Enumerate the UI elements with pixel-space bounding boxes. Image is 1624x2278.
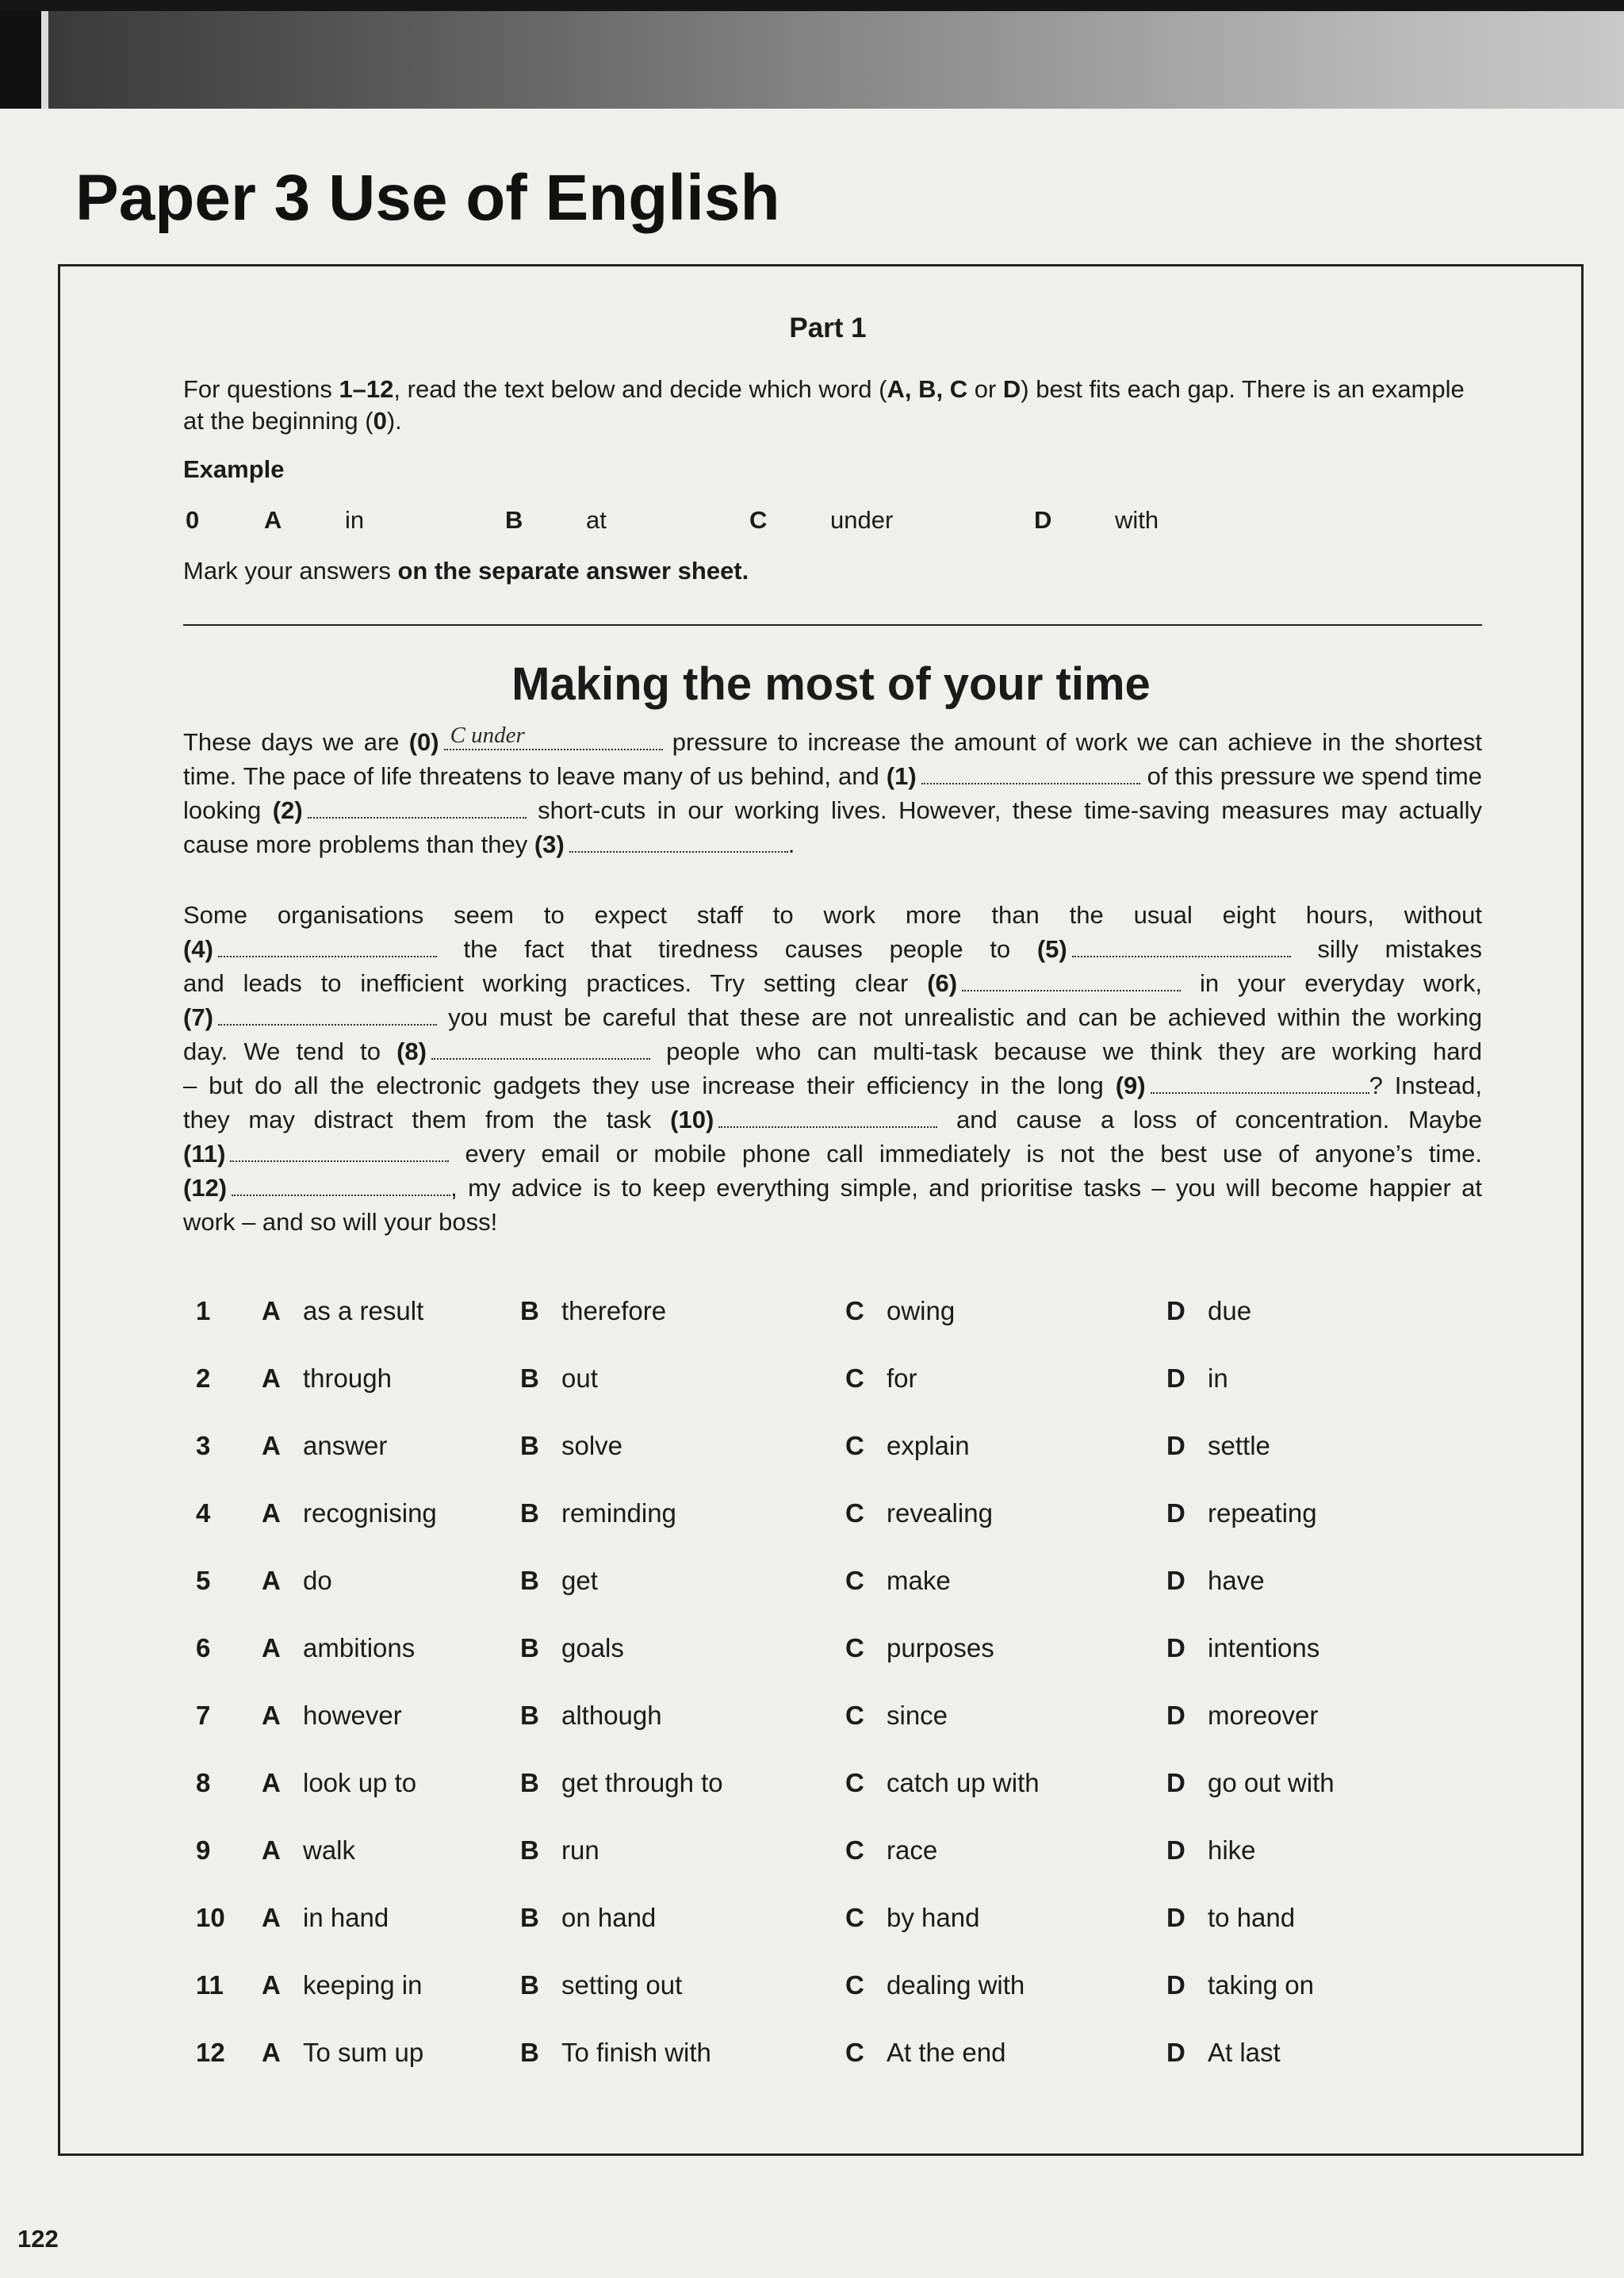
option-letter: D <box>1166 1970 1185 2000</box>
header-band-edge <box>0 0 1624 11</box>
passage-line <box>183 932 1482 966</box>
option-text: at <box>586 506 607 534</box>
gap-number: (11) <box>183 1140 226 1168</box>
answer-option <box>520 1547 598 1614</box>
option-letter: D <box>1034 506 1052 534</box>
gap-number: (0) <box>408 728 439 756</box>
passage-text: short-cuts in our working lives. However, these time-saving measures may actually <box>526 796 1482 824</box>
gap-blank <box>962 969 1181 991</box>
question-number: 12 <box>196 2038 225 2067</box>
option-letter: D <box>1166 1498 1185 1528</box>
example-row <box>60 504 1567 536</box>
answer-gap <box>408 723 663 756</box>
passage-title: Making the most of your time <box>511 658 1151 710</box>
question-number: 2 <box>196 1363 211 1393</box>
answer-sheet-note <box>183 555 749 587</box>
option-text: in <box>1208 1363 1228 1393</box>
answer-option <box>262 1547 332 1614</box>
option-text: goals <box>561 1633 624 1662</box>
answer-option <box>262 1749 416 1816</box>
gap-blank <box>431 1037 650 1060</box>
gap-blank <box>232 1174 450 1196</box>
part-title: Part 1 <box>789 313 867 343</box>
answer-option <box>1166 1682 1318 1749</box>
option-text: walk <box>303 1835 356 1865</box>
option-text: ambitions <box>303 1633 416 1662</box>
option-letter: B <box>520 1633 539 1662</box>
question-row <box>60 1412 1567 1479</box>
option-text: catch up with <box>887 1768 1040 1797</box>
option-letter: B <box>520 1835 539 1865</box>
passage-text: of this pressure we spend time <box>1139 762 1482 790</box>
option-letter: D <box>1166 1768 1185 1797</box>
option-text: recognising <box>303 1498 437 1528</box>
option-letter: A <box>262 1970 281 2000</box>
passage-line <box>183 1137 1482 1171</box>
example-option-c <box>749 504 893 536</box>
option-letter: B <box>520 1701 539 1730</box>
option-text: taking on <box>1208 1970 1314 2000</box>
question-number: 11 <box>196 1970 224 2000</box>
answer-gap <box>1116 1072 1369 1099</box>
option-text: repeating <box>1208 1498 1317 1528</box>
passage-line <box>183 1034 1482 1068</box>
gap-blank <box>569 830 788 853</box>
gap-number: (3) <box>534 830 565 858</box>
question-row <box>60 1884 1567 1951</box>
option-letters: A, B, C <box>887 375 968 403</box>
option-text: although <box>561 1701 662 1730</box>
passage-text: and cause a loss of concentration. Maybe <box>937 1106 1482 1133</box>
question-row <box>60 1547 1567 1614</box>
option-text: due <box>1208 1296 1252 1325</box>
option-text: setting out <box>561 1970 683 2000</box>
passage-text: pressure to increase the amount of work we can achieve in the shortest <box>662 728 1482 756</box>
example-option-b <box>505 504 607 536</box>
option-text: To sum up <box>303 2038 424 2067</box>
answer-option <box>262 2019 423 2086</box>
option-text: moreover <box>1208 1701 1319 1730</box>
passage-text: day. We tend to <box>183 1037 397 1065</box>
option-text: with <box>1115 506 1159 534</box>
option-letter: B <box>520 1566 539 1595</box>
question-number: 10 <box>196 1903 225 1932</box>
passage-text: looking <box>183 796 273 824</box>
passage-text: in your everyday work, <box>1181 969 1482 997</box>
header-band-block <box>0 11 41 109</box>
option-letter: D <box>1166 1363 1185 1393</box>
answer-option <box>520 1749 723 1816</box>
answer-gap <box>183 1174 450 1202</box>
gap-blank <box>1072 935 1291 957</box>
option-text: At last <box>1208 2038 1281 2067</box>
answer-option <box>520 1614 624 1682</box>
question-row <box>60 1816 1567 1884</box>
passage-line <box>183 725 1482 759</box>
question-row <box>60 1479 1567 1547</box>
instructions-text: ) best fits each gap. There is an example at the beginning ( <box>183 375 1465 435</box>
passage-line <box>183 1000 1482 1034</box>
option-text: have <box>1208 1566 1265 1595</box>
answer-option <box>262 1412 387 1479</box>
gap-number: (12) <box>183 1174 228 1202</box>
note-emphasis: on the separate answer sheet. <box>397 557 749 585</box>
answer-option <box>520 1277 666 1344</box>
passage-text: . <box>787 830 795 858</box>
question-number: 6 <box>196 1633 211 1662</box>
answer-option <box>520 1816 599 1884</box>
option-letter: D <box>1166 2038 1185 2067</box>
gap-number: (1) <box>886 762 917 790</box>
passage-text: These days we are <box>183 728 409 756</box>
option-letter: A <box>262 1296 281 1325</box>
option-letter: B <box>520 1296 539 1325</box>
answer-gap <box>1037 935 1291 963</box>
option-letter: B <box>520 1768 539 1797</box>
answer-option <box>1166 1614 1320 1682</box>
option-letter: C <box>845 1431 864 1460</box>
option-letter: A <box>262 1431 281 1460</box>
passage-text: work – and so will your boss! <box>183 1208 498 1236</box>
passage-text: – but do all the electronic gadgets they use increase their efficiency in the long <box>183 1072 1116 1099</box>
option-text: under <box>830 506 894 534</box>
passage-line <box>183 1103 1482 1137</box>
question-number: 5 <box>196 1566 211 1595</box>
question-number: 9 <box>196 1835 211 1865</box>
gap-blank <box>308 796 527 819</box>
option-text: as a result <box>303 1296 424 1325</box>
answer-option <box>262 1682 402 1749</box>
question-row <box>60 1682 1567 1749</box>
option-letter: A <box>262 1701 281 1730</box>
answer-gap <box>534 830 788 858</box>
example-question-number: 0 <box>186 506 200 534</box>
passage-line <box>183 1205 1482 1239</box>
instructions-text: ). <box>386 407 402 435</box>
gap-number: (9) <box>1115 1072 1146 1099</box>
gap-number: (8) <box>396 1037 427 1065</box>
option-letter: C <box>845 1296 864 1325</box>
gap-number: (5) <box>1036 935 1067 963</box>
answer-option <box>520 1884 656 1951</box>
answer-option <box>845 1547 951 1614</box>
question-row <box>60 1277 1567 1344</box>
question-row <box>60 1951 1567 2019</box>
option-letter: B <box>520 1431 539 1460</box>
option-letter: A <box>262 1498 281 1528</box>
answer-option <box>262 1614 415 1682</box>
passage-line <box>183 793 1482 827</box>
option-text: therefore <box>561 1296 667 1325</box>
option-text: race <box>887 1835 938 1865</box>
question-range: 1–12 <box>339 375 394 403</box>
option-text: keeping in <box>303 1970 423 2000</box>
answer-option <box>1166 1277 1251 1344</box>
option-text: revealing <box>887 1498 993 1528</box>
option-text: intentions <box>1208 1633 1320 1662</box>
example-answer: C under <box>450 723 525 748</box>
example-label: Example <box>183 455 285 483</box>
passage-text: cause more problems than they <box>183 830 534 858</box>
answer-option <box>845 2019 1005 2086</box>
question-row <box>60 2019 1567 2086</box>
header-band-separator <box>41 11 48 109</box>
passage-line <box>183 966 1482 1000</box>
question-number: 4 <box>196 1498 211 1528</box>
gap-blank <box>230 1140 449 1162</box>
answer-option <box>1166 1816 1256 1884</box>
answer-gap <box>183 1140 449 1168</box>
answer-option <box>262 1951 422 2019</box>
option-letter: B <box>520 2038 539 2067</box>
passage-line <box>183 898 1482 932</box>
question-row <box>60 1749 1567 1816</box>
page-title: Paper 3 Use of English <box>75 162 780 234</box>
option-letter: B <box>520 1498 539 1528</box>
question-row <box>60 1614 1567 1682</box>
answer-option <box>520 1951 682 2019</box>
gap-number: (2) <box>272 796 303 824</box>
option-letter: B <box>520 1970 539 2000</box>
answer-option <box>1166 1884 1295 1951</box>
answer-option <box>1166 2019 1281 2086</box>
option-text: out <box>561 1363 598 1393</box>
option-letter: A <box>264 506 282 534</box>
answer-gap <box>183 935 437 963</box>
option-text: reminding <box>561 1498 676 1528</box>
instructions-text: or <box>967 375 1003 403</box>
divider <box>183 624 1482 626</box>
passage-text: you must be careful that these are not unrealistic and can be achieved within the working <box>436 1003 1482 1031</box>
option-letter: A <box>262 1903 281 1932</box>
gap-number: (4) <box>183 935 213 963</box>
instructions-text: For questions <box>183 375 339 403</box>
option-text: At the end <box>887 2038 1006 2067</box>
gap-number: (10) <box>670 1106 714 1133</box>
answer-option <box>845 1277 955 1344</box>
option-text: on hand <box>561 1903 657 1932</box>
gap-blank <box>718 1106 937 1128</box>
answer-option <box>845 1884 979 1951</box>
option-letter: C <box>845 1835 864 1865</box>
answer-option <box>520 2019 711 2086</box>
option-letter: C <box>845 1363 864 1393</box>
option-letter: C <box>749 506 768 534</box>
answer-option <box>845 1749 1040 1816</box>
option-text: settle <box>1208 1431 1270 1460</box>
gap-blank <box>218 935 437 957</box>
option-text: owing <box>887 1296 956 1325</box>
answer-option <box>262 1479 437 1547</box>
example-number: 0 <box>373 407 387 435</box>
passage-line <box>183 759 1482 793</box>
option-text: solve <box>561 1431 623 1460</box>
option-text: get <box>561 1566 598 1595</box>
passage-paragraph <box>183 725 1482 861</box>
answer-option <box>520 1412 622 1479</box>
option-letter: B <box>520 1903 539 1932</box>
option-text: purposes <box>887 1633 994 1662</box>
passage-text: they may distract them from the task <box>183 1106 671 1133</box>
answer-option <box>1166 1479 1317 1547</box>
option-letter: D <box>1166 1431 1185 1460</box>
answer-gap <box>183 1003 437 1031</box>
option-letter: C <box>845 1768 864 1797</box>
answer-gap <box>396 1037 650 1065</box>
passage-text: Some organisations seem to expect staff to work more than the usual eight hours, without <box>183 901 1482 929</box>
option-text: dealing with <box>887 1970 1025 2000</box>
option-text: run <box>561 1835 599 1865</box>
option-text: for <box>887 1363 917 1393</box>
gap-number: (7) <box>183 1003 213 1031</box>
answer-option <box>1166 1951 1314 2019</box>
option-text: hike <box>1208 1835 1256 1865</box>
exam-part-box <box>58 264 1584 2156</box>
gap-number: (6) <box>927 969 958 997</box>
passage-line <box>183 827 1482 861</box>
option-text: do <box>303 1566 332 1595</box>
gap-blank <box>921 762 1140 784</box>
option-letter: A <box>262 1633 281 1662</box>
answer-option <box>1166 1547 1265 1614</box>
option-letter: D <box>1166 1566 1185 1595</box>
answer-option <box>262 1816 355 1884</box>
header-band <box>0 11 1624 109</box>
option-text: in hand <box>303 1903 389 1932</box>
gap-blank <box>1151 1072 1369 1094</box>
answer-option <box>1166 1344 1228 1412</box>
answer-option <box>845 1951 1025 2019</box>
option-text: however <box>303 1701 402 1730</box>
option-letter: A <box>262 1363 281 1393</box>
answer-gap <box>670 1106 937 1133</box>
answer-option <box>845 1479 993 1547</box>
answer-option <box>845 1344 917 1412</box>
answer-option <box>845 1614 994 1682</box>
passage-text: ? Instead, <box>1369 1072 1483 1099</box>
passage-text: time. The pace of life threatens to leave many of us behind, and <box>183 762 887 790</box>
passage-text: , my advice is to keep everything simple, and prioritise tasks – you will become happier at <box>450 1174 1482 1202</box>
option-text: go out with <box>1208 1768 1335 1797</box>
question-number: 3 <box>196 1431 211 1460</box>
option-text: through <box>303 1363 392 1393</box>
option-text: by hand <box>887 1903 980 1932</box>
option-text: answer <box>303 1431 388 1460</box>
option-text: look up to <box>303 1768 417 1797</box>
answer-option <box>262 1344 392 1412</box>
passage-text: and leads to inefficient working practices. Try setting clear <box>183 969 928 997</box>
option-letter: D <box>1166 1701 1185 1730</box>
answer-gap <box>927 969 1181 997</box>
option-letters: D <box>1002 375 1021 403</box>
instructions <box>183 374 1484 437</box>
passage-line <box>183 1068 1482 1103</box>
question-number: 8 <box>196 1768 211 1797</box>
answer-option <box>262 1884 389 1951</box>
passage-text: silly mistakes <box>1290 935 1482 963</box>
passage-line <box>183 1171 1482 1205</box>
option-text: explain <box>887 1431 970 1460</box>
answer-option <box>845 1682 948 1749</box>
option-letter: D <box>1166 1835 1185 1865</box>
passage-text: every email or mobile phone call immediately is not the best use of anyone’s time. <box>449 1140 1482 1168</box>
example-option-a <box>264 504 364 536</box>
option-text: since <box>887 1701 948 1730</box>
answer-gap <box>887 762 1140 790</box>
option-letter: A <box>262 1566 281 1595</box>
answer-option <box>520 1344 598 1412</box>
option-letter: A <box>262 1768 281 1797</box>
option-letter: C <box>845 1566 864 1595</box>
option-text: get through to <box>561 1768 723 1797</box>
option-letter: D <box>1166 1633 1185 1662</box>
option-letter: A <box>262 1835 281 1865</box>
gap-blank <box>444 723 663 750</box>
question-options <box>60 1277 1567 2086</box>
gap-blank <box>218 1003 437 1026</box>
option-text: in <box>345 506 365 534</box>
question-number: 1 <box>196 1296 211 1325</box>
instructions-text: , read the text below and decide which word ( <box>393 375 887 403</box>
answer-option <box>520 1682 662 1749</box>
option-letter: D <box>1166 1296 1185 1325</box>
option-text: make <box>887 1566 951 1595</box>
option-letter: A <box>262 2038 281 2067</box>
option-letter: B <box>505 506 523 534</box>
answer-option <box>520 1479 676 1547</box>
option-text: To finish with <box>561 2038 711 2067</box>
answer-gap <box>273 796 527 824</box>
passage-text: people who can multi-task because we think they are working hard <box>650 1037 1483 1065</box>
page-number: 122 <box>17 2225 59 2253</box>
example-option-d <box>1034 504 1159 536</box>
answer-option <box>1166 1749 1335 1816</box>
option-text: to hand <box>1208 1903 1296 1932</box>
answer-option <box>1166 1412 1270 1479</box>
note-text: Mark your answers <box>183 557 398 585</box>
question-number: 7 <box>196 1701 211 1730</box>
option-letter: C <box>845 1633 864 1662</box>
option-letter: C <box>845 1701 864 1730</box>
answer-option <box>262 1277 423 1344</box>
option-letter: B <box>520 1363 539 1393</box>
answer-option <box>845 1412 970 1479</box>
option-letter: C <box>845 2038 864 2067</box>
answer-option <box>845 1816 937 1884</box>
option-letter: D <box>1166 1903 1185 1932</box>
option-letter: C <box>845 1498 864 1528</box>
option-letter: C <box>845 1903 864 1932</box>
passage-paragraph <box>183 898 1482 1239</box>
question-row <box>60 1344 1567 1412</box>
passage-text: the fact that tiredness causes people to <box>436 935 1037 963</box>
passage-body <box>183 725 1482 1239</box>
option-letter: C <box>845 1970 864 2000</box>
